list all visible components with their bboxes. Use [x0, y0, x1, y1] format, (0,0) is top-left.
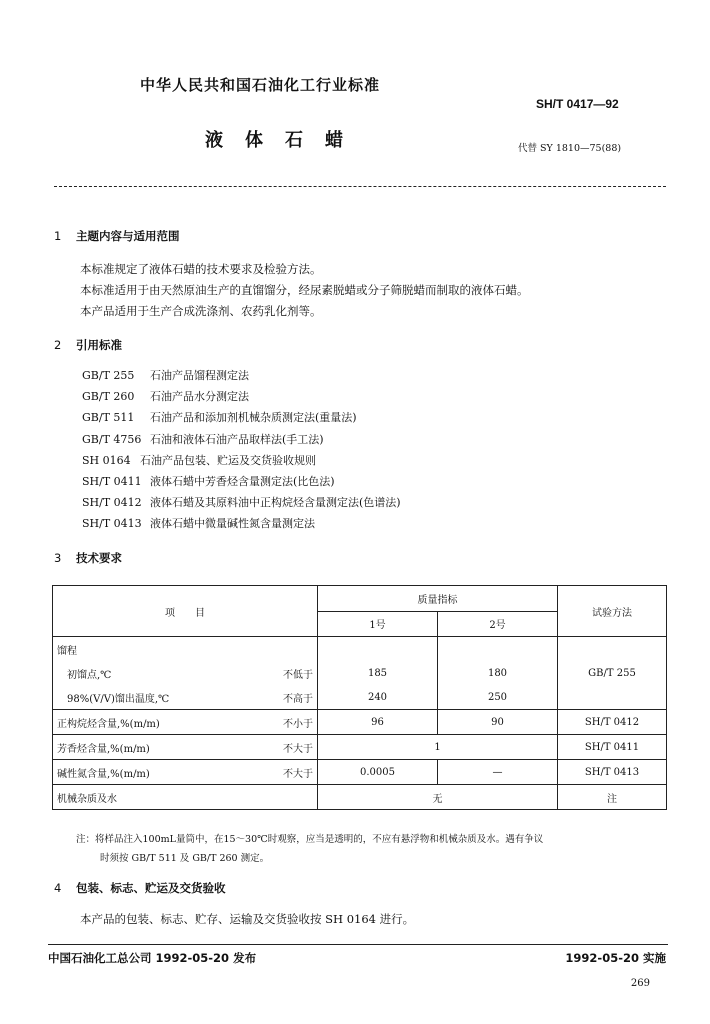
section-number: 1 — [54, 229, 62, 243]
header-divider — [54, 186, 666, 187]
value-grade-2: — — [438, 760, 558, 785]
reference-name: 石油产品水分测定法 — [150, 390, 249, 403]
section-3-heading — [54, 550, 122, 566]
reference-item — [82, 494, 401, 510]
value-both-grades: 无 — [318, 785, 558, 810]
section-1-paragraph: 本标准规定了液体石蜡的技术要求及检验方法。 — [80, 262, 322, 276]
section-4-heading — [54, 880, 226, 896]
section-number: 2 — [54, 338, 62, 352]
reference-name: 石油和液体石油产品取样法(手工法) — [150, 433, 324, 446]
value-grade-1: 240 — [318, 685, 438, 710]
reference-name: 石油产品馏程测定法 — [150, 369, 249, 382]
section-1-paragraph: 本标准适用于由天然原油生产的直馏馏分，经尿素脱蜡或分子筛脱蜡而制取的液体石蜡。 — [80, 283, 529, 297]
section-2-heading — [54, 337, 122, 353]
condition: 不高于 — [263, 685, 318, 710]
header-item: 项 目 — [53, 586, 318, 637]
condition: 不低于 — [263, 661, 318, 685]
table-note — [76, 830, 668, 868]
section-1-paragraph: 本产品适用于生产合成洗涤剂、农药乳化剂等。 — [80, 304, 322, 318]
note-line: 注：将样品注入100mL量筒中，在15～30℃时观察，应当是透明的，不应有悬浮物和机械杂质及水。遇有争议 — [76, 834, 544, 845]
value-grade-2: 180 — [438, 661, 558, 685]
reference-name: 石油产品和添加剂机械杂质测定法(重量法) — [150, 411, 357, 424]
section-title: 技术要求 — [76, 551, 122, 565]
condition: 不大于 — [263, 735, 318, 760]
method: SH/T 0413 — [558, 760, 667, 785]
reference-code: SH 0164 — [82, 454, 131, 467]
reference-code: SH/T 0411 — [82, 475, 142, 488]
value-grade-1: 185 — [318, 661, 438, 685]
header-grade-2: 2号 — [438, 611, 558, 637]
section-title: 主题内容与适用范围 — [76, 229, 180, 243]
reference-item — [82, 388, 249, 404]
section-4-paragraph: 本产品的包装、标志、贮存、运输及交货验收按 SH 0164 进行。 — [80, 912, 415, 926]
industry-standard-heading: 中华人民共和国石油化工行业标准 — [140, 76, 381, 94]
document-title: 液体石蜡 — [205, 130, 365, 151]
value-grade-2: 250 — [438, 685, 558, 710]
header-test-method: 试验方法 — [558, 586, 667, 637]
reference-name: 液体石蜡中微量碱性氮含量测定法 — [150, 517, 315, 530]
method: SH/T 0412 — [558, 710, 667, 735]
reference-code: SH/T 0413 — [82, 517, 142, 530]
value-grade-1: 0.0005 — [318, 760, 438, 785]
item-basic-nitrogen: 碱性氮含量,%(m/m) — [53, 760, 263, 785]
page-number: 269 — [630, 978, 650, 989]
footer-divider — [48, 944, 668, 945]
method: SH/T 0411 — [558, 735, 667, 760]
requirements-table — [52, 585, 667, 810]
table-row — [53, 637, 667, 662]
condition: 不小于 — [263, 710, 318, 735]
reference-code: GB/T 511 — [82, 411, 135, 424]
item-98-percent: 98%(V/V)馏出温度,℃ — [53, 685, 263, 710]
section-number: 4 — [54, 881, 62, 895]
reference-item — [82, 409, 357, 425]
publish-info: 中国石油化工总公司 1992-05-20 发布 — [48, 951, 257, 965]
item-n-paraffin: 正构烷烃含量,%(m/m) — [53, 710, 263, 735]
reference-code: SH/T 0412 — [82, 496, 142, 509]
item-ibp: 初馏点,℃ — [53, 661, 263, 685]
section-title: 包装、标志、贮运及交货验收 — [76, 881, 226, 895]
section-1-heading — [54, 228, 180, 244]
item-aromatic: 芳香烃含量,%(m/m) — [53, 735, 263, 760]
reference-item — [82, 515, 315, 531]
table-row — [53, 710, 667, 735]
table-row — [53, 735, 667, 760]
reference-item — [82, 431, 324, 447]
header-grade-1: 1号 — [318, 611, 438, 637]
implementation-date: 1992-05-20 实施 — [565, 951, 666, 965]
reference-name: 液体石蜡中芳香烃含量测定法(比色法) — [150, 475, 335, 488]
reference-item — [82, 452, 316, 468]
header-quality-index: 质量指标 — [318, 586, 558, 612]
value-both-grades: 1 — [318, 735, 558, 760]
reference-item — [82, 367, 249, 383]
table-header-row — [53, 586, 667, 612]
item-mechanical-impurities: 机械杂质及水 — [53, 785, 318, 810]
reference-code: GB/T 4756 — [82, 433, 142, 446]
replaces-note: 代替 SY 1810—75(88) — [518, 143, 622, 154]
value-grade-1: 96 — [318, 710, 438, 735]
section-number: 3 — [54, 551, 62, 565]
condition: 不大于 — [263, 760, 318, 785]
value-grade-2: 90 — [438, 710, 558, 735]
method: 注 — [558, 785, 667, 810]
standard-code: SH/T 0417—92 — [536, 97, 619, 111]
item-distillation: 馏程 — [53, 637, 263, 662]
method-distillation: GB/T 255 — [558, 637, 667, 710]
section-title: 引用标准 — [76, 338, 122, 352]
reference-name: 石油产品包装、贮运及交货验收规则 — [140, 454, 316, 467]
table-row — [53, 785, 667, 810]
reference-name: 液体石蜡及其原料油中正构烷烃含量测定法(色谱法) — [150, 496, 401, 509]
reference-item — [82, 473, 335, 489]
reference-code: GB/T 255 — [82, 369, 135, 382]
note-line: 时须按 GB/T 511 及 GB/T 260 测定。 — [100, 853, 270, 864]
reference-code: GB/T 260 — [82, 390, 135, 403]
table-row — [53, 760, 667, 785]
